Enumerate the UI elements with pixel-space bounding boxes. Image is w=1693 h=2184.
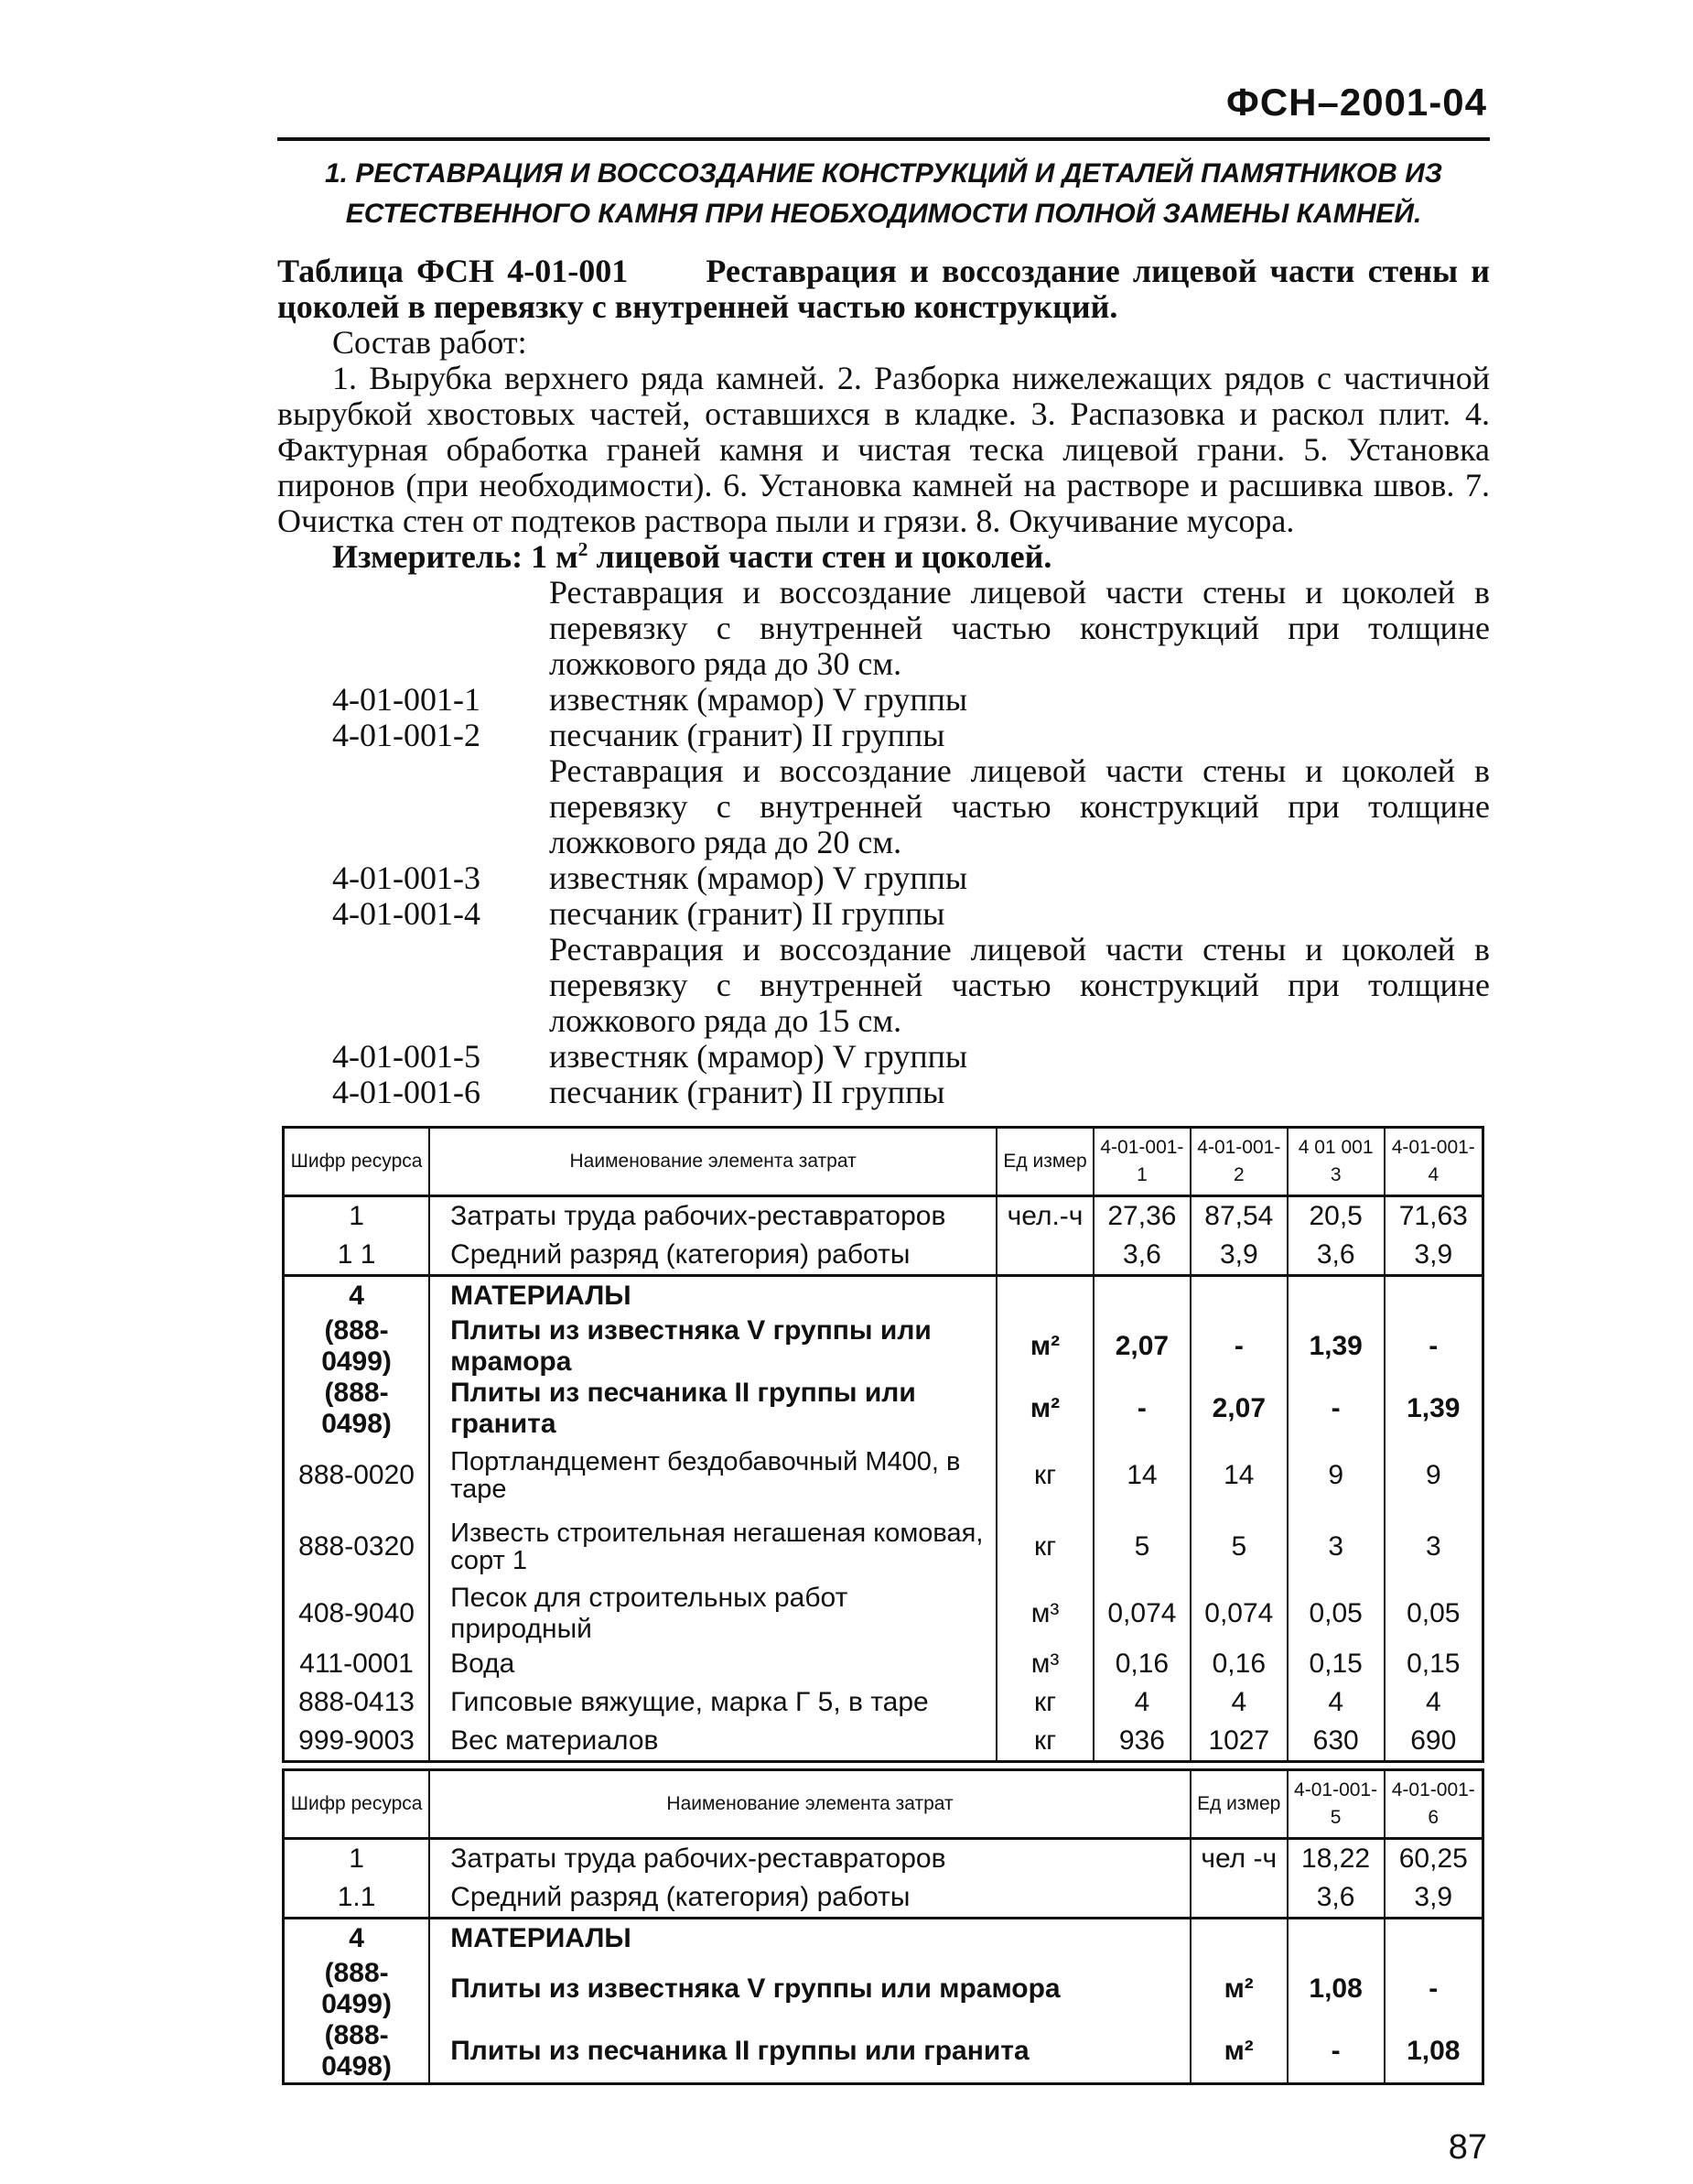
header-name: Наименование элемента затрат [429, 1770, 1191, 1839]
cell-name: Вес материалов [429, 1722, 997, 1762]
cell-unit: м² [1191, 2020, 1288, 2084]
norm-description: песчаник (гранит) II группы [549, 717, 945, 753]
cell-value: 4 [1288, 1683, 1385, 1722]
table-row [284, 1878, 1483, 1919]
section-heading: 1. РЕСТАВРАЦИЯ И ВОССОЗДАНИЕ КОНСТРУКЦИЙ И ДЕТАЛЕЙ ПАМЯТНИКОВ ИЗ ЕСТЕСТВЕННОГО КАМНЯ ПРИ НЕОБХОДИМОСТИ ПОЛНОЙ ЗАМЕНЫ КАМНЕЙ. [325, 158, 1442, 229]
table-row [284, 1722, 1483, 1762]
cell-name: Плиты из песчаника II группы или гранита [429, 1378, 997, 1440]
cell-unit [997, 1276, 1094, 1316]
cell-code: 888-0320 [284, 1511, 430, 1583]
cell-value: 0,16 [1191, 1645, 1288, 1683]
table-row [284, 1919, 1483, 1959]
cell-code: (888-0498) [284, 1378, 430, 1440]
cell-value: 4 [1094, 1683, 1191, 1722]
cell-value: 3,6 [1288, 1236, 1385, 1276]
cell-value: 0,16 [1094, 1645, 1191, 1683]
header-name: Наименование элемента затрат [429, 1128, 997, 1196]
cell-value [1385, 1919, 1483, 1959]
norm-code: 4-01-001-3 [332, 860, 480, 896]
table-row [284, 1236, 1483, 1276]
table-title [277, 254, 1490, 325]
cell-name: Затраты труда рабочих-реставраторов [429, 1839, 1191, 1879]
cell-value [1385, 1276, 1483, 1316]
cell-value: 2,07 [1094, 1315, 1191, 1378]
table-row [284, 1511, 1483, 1583]
cell-code: 999-9003 [284, 1722, 430, 1762]
norm-code: 4-01-001-5 [332, 1038, 480, 1075]
table-row [284, 1958, 1483, 2020]
header-col: 4-01-001-4 [1385, 1128, 1483, 1196]
cell-code: 4 [284, 1919, 430, 1959]
cell-unit: м² [997, 1378, 1094, 1440]
cell-value: 3,9 [1191, 1236, 1288, 1276]
cell-value: 20,5 [1288, 1196, 1385, 1237]
composition-heading: Состав работ: [332, 324, 527, 361]
cell-value: 1027 [1191, 1722, 1288, 1762]
cell-value: 4 [1385, 1683, 1483, 1722]
header-col: 4 01 001 3 [1288, 1128, 1385, 1196]
cell-value: 87,54 [1191, 1196, 1288, 1237]
norm-code: 4-01-001-1 [332, 681, 480, 718]
cell-value: 60,25 [1385, 1839, 1483, 1879]
norm-description: песчаник (гранит) II группы [549, 1074, 945, 1110]
cell-value: 0,05 [1385, 1583, 1483, 1645]
cell-name: Затраты труда рабочих-реставраторов [429, 1196, 997, 1237]
variant-description: Реставрация и воссоздание лицевой части стены и цоколей в перевязку с внутренней частью конструкций при толщине ложкового ряда до 15 см. [549, 931, 1490, 1039]
cell-unit: кг [997, 1511, 1094, 1583]
table-row [284, 1378, 1483, 1440]
measure-unit [332, 539, 1051, 575]
header-rule [277, 137, 1490, 141]
cell-code: (888-0499) [284, 1958, 430, 2020]
measure-unit-suffix: лицевой части стен и цоколей. [588, 538, 1052, 575]
table-row [284, 2020, 1483, 2084]
table-header-row [284, 1770, 1483, 1839]
cell-code: 1.1 [284, 1878, 430, 1919]
cell-name: Средний разряд (категория) работы [429, 1878, 1191, 1919]
cell-unit: м³ [997, 1583, 1094, 1645]
cell-value: 14 [1094, 1440, 1191, 1511]
cell-value: 3,9 [1385, 1236, 1483, 1276]
header-col: 4-01-001-1 [1094, 1128, 1191, 1196]
table-row [284, 1683, 1483, 1722]
cell-value: 2,07 [1191, 1378, 1288, 1440]
cell-value: 3,6 [1288, 1878, 1385, 1919]
table-row [284, 1645, 1483, 1683]
cell-code: 408-9040 [284, 1583, 430, 1645]
header-code: Шифр ресурса [284, 1128, 430, 1196]
cell-value: 3 [1288, 1511, 1385, 1583]
cell-value: 630 [1288, 1722, 1385, 1762]
table-header-row [284, 1128, 1483, 1196]
cell-unit: кг [997, 1683, 1094, 1722]
header-col: 4-01-001-5 [1288, 1770, 1385, 1839]
header-code: Шифр ресурса [284, 1770, 430, 1839]
cell-value: - [1385, 1315, 1483, 1378]
cell-unit [997, 1236, 1094, 1276]
cell-code: 1 [284, 1839, 430, 1879]
cell-value: - [1288, 1378, 1385, 1440]
cell-value: 5 [1191, 1511, 1288, 1583]
cell-value: 3,9 [1385, 1878, 1483, 1919]
header-col: 4-01-001-6 [1385, 1770, 1483, 1839]
cell-name: Портландцемент бездобавочный М400, в таре [429, 1440, 997, 1511]
table-row [284, 1276, 1483, 1316]
cell-unit: чел -ч [1191, 1839, 1288, 1879]
header-col: 4-01-001-2 [1191, 1128, 1288, 1196]
cell-code: (888-0498) [284, 2020, 430, 2084]
cell-value: 1,39 [1288, 1315, 1385, 1378]
norm-description: известняк (мрамор) V группы [549, 1038, 968, 1075]
table-row [284, 1839, 1483, 1879]
norm-code: 4-01-001-6 [332, 1074, 480, 1110]
cell-value: 1,39 [1385, 1378, 1483, 1440]
cell-code: 888-0020 [284, 1440, 430, 1511]
variant-description: Реставрация и воссоздание лицевой части стены и цоколей в перевязку с внутренней частью конструкций при толщине ложкового ряда до 20 см. [549, 752, 1490, 860]
cell-value: 9 [1385, 1440, 1483, 1511]
cell-value [1288, 1919, 1385, 1959]
table-title-text: Реставрация и воссоздание лицевой части стены и цоколей в перевязку с внутренней частью конструкций. [277, 253, 1491, 325]
composition-text: 1. Вырубка верхнего ряда камней. 2. Разборка нижележащих рядов с частичной вырубкой хвостовых частей, оставшихся в кладке. 3. Распазовка и раскол плит. 4. Фактурная обработка граней камня и чистая теска лицевой грани. 5. Установка пиронов (при необходимости). 6. Установка камней на растворе и расшивка швов. 7. Очистка стен от подтеков раствора пыли и грязи. 8. Окучивание мусора. [277, 360, 1490, 539]
header-unit: Ед измер [1191, 1770, 1288, 1839]
norm-description: известняк (мрамор) V группы [549, 860, 968, 896]
cell-value: 71,63 [1385, 1196, 1483, 1237]
cell-name: Вода [429, 1645, 997, 1683]
table-row [284, 1315, 1483, 1378]
cell-code: 1 1 [284, 1236, 430, 1276]
norm-code: 4-01-001-2 [332, 717, 480, 753]
cost-table-1 [282, 1126, 1484, 1763]
cell-code: 4 [284, 1276, 430, 1316]
cell-value: - [1094, 1378, 1191, 1440]
table-title-label: Таблица ФСН 4-01-001 [277, 253, 629, 289]
table-row [284, 1583, 1483, 1645]
cell-value: 0,074 [1191, 1583, 1288, 1645]
cell-code: 411-0001 [284, 1645, 430, 1683]
cell-value: 3,6 [1094, 1236, 1191, 1276]
cell-code: (888-0499) [284, 1315, 430, 1378]
cell-name: Плиты из известняка V группы или мрамора [429, 1958, 1191, 2020]
cell-value [1288, 1276, 1385, 1316]
cell-value: 3 [1385, 1511, 1483, 1583]
cell-unit: кг [997, 1440, 1094, 1511]
cost-table-2 [282, 1768, 1484, 2085]
cell-value: 4 [1191, 1683, 1288, 1722]
measure-unit-sup: 2 [577, 538, 588, 560]
page-number: 87 [1448, 2128, 1487, 2167]
cell-name: Плиты из песчаника II группы или гранита [429, 2020, 1191, 2084]
document-code: ФСН–2001-04 [1225, 81, 1487, 124]
cell-value: 690 [1385, 1722, 1483, 1762]
norm-description: песчаник (гранит) II группы [549, 895, 945, 932]
cell-code: 888-0413 [284, 1683, 430, 1722]
cell-name: Гипсовые вяжущие, марка Г 5, в таре [429, 1683, 997, 1722]
cell-value: 936 [1094, 1722, 1191, 1762]
cell-unit: кг [997, 1722, 1094, 1762]
table-row [284, 1196, 1483, 1237]
cell-name: Песок для строительных работ природный [429, 1583, 997, 1645]
cell-value [1094, 1276, 1191, 1316]
cell-unit [1191, 1878, 1288, 1919]
cell-value: 9 [1288, 1440, 1385, 1511]
measure-unit-prefix: Измеритель: 1 м [332, 538, 578, 575]
cell-name: Известь строительная негашеная комовая, сорт 1 [429, 1511, 997, 1583]
cell-value: 1,08 [1288, 1958, 1385, 2020]
cell-value: - [1385, 1958, 1483, 2020]
header-unit: Ед измер [997, 1128, 1094, 1196]
norm-description: известняк (мрамор) V группы [549, 681, 968, 718]
norm-code: 4-01-001-4 [332, 895, 480, 932]
cell-value: - [1191, 1315, 1288, 1378]
cell-unit: м³ [997, 1645, 1094, 1683]
cell-value: 14 [1191, 1440, 1288, 1511]
variant-description: Реставрация и воссоздание лицевой части стены и цоколей в перевязку с внутренней частью конструкций при толщине ложкового ряда до 30 см. [549, 574, 1490, 682]
cell-unit: м² [1191, 1958, 1288, 2020]
cell-value: 0,074 [1094, 1583, 1191, 1645]
cell-name: Плиты из известняка V группы или мрамора [429, 1315, 997, 1378]
cell-name: МАТЕРИАЛЫ [429, 1919, 1191, 1959]
cell-name: МАТЕРИАЛЫ [429, 1276, 997, 1316]
cell-unit: чел.-ч [997, 1196, 1094, 1237]
cell-value: 0,15 [1385, 1645, 1483, 1683]
cell-unit: м² [997, 1315, 1094, 1378]
cell-name: Средний разряд (категория) работы [429, 1236, 997, 1276]
cell-value: 0,15 [1288, 1645, 1385, 1683]
cell-code: 1 [284, 1196, 430, 1237]
cell-value: - [1288, 2020, 1385, 2084]
cell-value: 18,22 [1288, 1839, 1385, 1879]
cell-value: 0,05 [1288, 1583, 1385, 1645]
cell-value [1191, 1276, 1288, 1316]
cell-value: 5 [1094, 1511, 1191, 1583]
cell-unit [1191, 1919, 1288, 1959]
cell-value: 1,08 [1385, 2020, 1483, 2084]
cell-value: 27,36 [1094, 1196, 1191, 1237]
table-row [284, 1440, 1483, 1511]
